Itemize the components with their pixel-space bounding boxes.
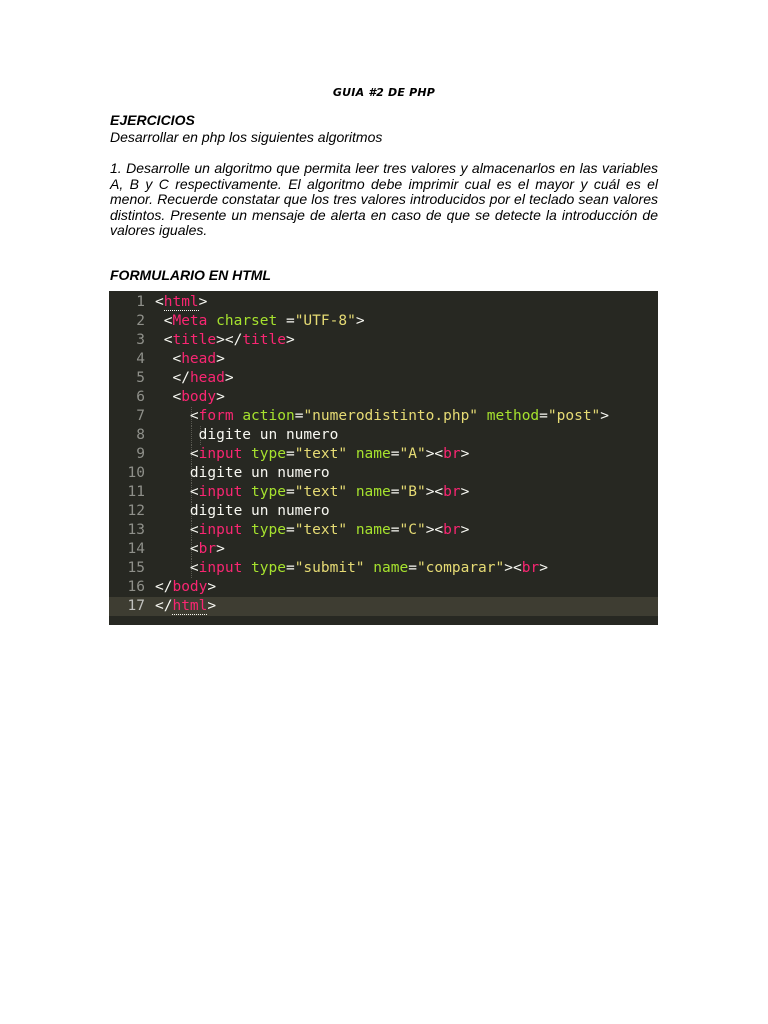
code-indent: [155, 389, 172, 405]
code-token-attr: name: [355, 446, 391, 462]
code-token-tag: Meta: [172, 313, 208, 329]
code-token-punc: <: [172, 389, 182, 405]
code-token-punc: ></: [216, 332, 243, 348]
code-token-tag: head: [189, 370, 225, 386]
line-number: 2: [136, 313, 145, 329]
code-indent: [155, 313, 164, 329]
code-text: [155, 407, 609, 426]
code-indent: [155, 465, 190, 481]
code-line: [109, 350, 658, 369]
code-line: [109, 464, 658, 483]
code-token-str: "UTF-8": [294, 313, 356, 329]
line-number: 4: [136, 351, 145, 367]
code-token-punc: ><: [504, 560, 522, 576]
code-token-attr: type: [251, 560, 286, 576]
code-token-punc: =: [390, 484, 400, 500]
code-text: [155, 388, 225, 407]
line-number: 1: [136, 294, 145, 310]
code-token-punc: ><: [425, 446, 444, 462]
code-line: [109, 407, 658, 426]
code-text: [155, 597, 216, 616]
code-token-punc: >: [460, 446, 470, 462]
code-token-text: [242, 560, 251, 576]
code-token-tag: input: [198, 560, 243, 576]
code-token-punc: =: [294, 408, 304, 424]
code-token-str: "B": [399, 484, 426, 500]
code-token-str: "text": [294, 484, 348, 500]
code-token-tag: title: [172, 332, 217, 348]
code-token-tag: html: [163, 294, 199, 310]
code-token-punc: <: [189, 541, 199, 557]
code-text: [155, 464, 330, 483]
code-token-text: =: [277, 313, 295, 329]
code-token-punc: =: [285, 484, 295, 500]
code-text: [155, 331, 295, 350]
line-number: 8: [136, 427, 145, 443]
code-line: [109, 293, 658, 312]
code-line: [109, 331, 658, 350]
code-token-attr: method: [486, 408, 540, 424]
code-line: [109, 388, 658, 407]
code-token-text: [347, 446, 356, 462]
code-token-text: [242, 446, 251, 462]
code-token-attr: action: [242, 408, 295, 424]
code-token-tag: br: [443, 446, 461, 462]
code-token-punc: >: [355, 313, 365, 329]
line-number: 9: [136, 446, 145, 462]
code-token-punc: >: [539, 560, 548, 576]
code-line: [109, 578, 658, 597]
code-token-punc: <: [155, 294, 164, 310]
line-number: 12: [127, 503, 145, 519]
code-token-punc: >: [600, 408, 610, 424]
code-token-tag: input: [198, 446, 243, 462]
line-number: 6: [136, 389, 145, 405]
code-token-punc: >: [460, 484, 470, 500]
code-text: [155, 502, 330, 521]
code-token-punc: </: [155, 598, 173, 614]
code-indent: [155, 503, 190, 519]
line-number: 3: [136, 332, 145, 348]
code-token-attr: name: [355, 484, 391, 500]
code-indent: [155, 446, 190, 462]
code-token-attr: type: [251, 484, 286, 500]
code-token-punc: >: [216, 389, 225, 405]
code-token-text: [347, 522, 356, 538]
code-token-text: digite un numero: [189, 465, 330, 481]
code-token-punc: >: [224, 370, 234, 386]
code-text: [155, 312, 365, 331]
code-token-attr: type: [251, 522, 286, 538]
document-body: [110, 112, 658, 284]
code-token-text: [242, 522, 251, 538]
code-line: [109, 426, 658, 445]
code-token-str: "text": [294, 446, 348, 462]
code-token-tag: input: [198, 522, 243, 538]
code-token-punc: >: [198, 294, 208, 310]
section-heading-formulario: FORMULARIO EN HTML: [110, 266, 271, 283]
section-subtitle: Desarrollar en php los siguientes algoritmos: [110, 129, 383, 145]
code-token-text: [347, 484, 356, 500]
code-text: [155, 559, 548, 578]
line-number: 11: [127, 484, 145, 500]
code-indent: [155, 541, 190, 557]
code-token-tag: body: [172, 579, 208, 595]
code-token-punc: =: [390, 446, 400, 462]
code-token-tag: form: [198, 408, 234, 424]
code-text: [155, 521, 469, 540]
code-token-text: [478, 408, 487, 424]
page-title: GUIA #2 DE PHP: [332, 86, 436, 99]
code-token-str: "comparar": [416, 560, 505, 576]
code-token-punc: >: [216, 541, 225, 557]
code-token-punc: <: [163, 332, 173, 348]
code-token-punc: =: [285, 560, 295, 576]
code-token-text: digite un numero: [198, 427, 339, 443]
code-token-tag: br: [521, 560, 540, 576]
code-token-punc: =: [390, 522, 400, 538]
code-token-str: "submit": [294, 560, 365, 576]
code-line: [109, 369, 658, 388]
code-token-attr: name: [373, 560, 409, 576]
code-token-punc: </: [172, 370, 190, 386]
code-line: [109, 312, 658, 331]
code-token-punc: >: [207, 598, 217, 614]
code-token-tag: input: [198, 484, 243, 500]
line-number: 14: [127, 541, 145, 557]
code-token-str: "numerodistinto.php": [303, 408, 479, 424]
line-number: 15: [127, 560, 145, 576]
line-number: 13: [127, 522, 145, 538]
code-token-punc: <: [189, 522, 199, 538]
code-token-punc: <: [163, 313, 173, 329]
code-token-punc: =: [285, 446, 295, 462]
code-text: [155, 483, 469, 502]
code-token-punc: <: [172, 351, 182, 367]
code-line: [109, 597, 658, 616]
code-screenshot: [109, 291, 658, 625]
code-indent: [155, 408, 190, 424]
code-token-punc: </: [155, 579, 173, 595]
code-line: [109, 521, 658, 540]
code-token-attr: name: [355, 522, 391, 538]
code-text: [155, 369, 234, 388]
code-token-punc: ><: [425, 484, 444, 500]
code-token-punc: >: [460, 522, 470, 538]
code-indent: [155, 484, 190, 500]
code-token-tag: body: [181, 389, 217, 405]
code-indent: [155, 427, 199, 443]
code-token-punc: >: [207, 579, 217, 595]
code-token-text: [234, 408, 243, 424]
code-text: [155, 578, 216, 597]
code-indent: [155, 522, 190, 538]
code-indent: [155, 370, 172, 386]
code-text: [155, 540, 225, 559]
code-token-punc: =: [285, 522, 295, 538]
code-token-text: [242, 484, 251, 500]
code-line: [109, 502, 658, 521]
code-text: [155, 445, 469, 464]
line-number: 17: [127, 598, 145, 614]
code-line: [109, 540, 658, 559]
code-token-punc: <: [189, 408, 199, 424]
line-number: 5: [136, 370, 145, 386]
code-text: [155, 350, 225, 369]
code-token-str: "A": [399, 446, 426, 462]
code-indent: [155, 351, 172, 367]
code-line: [109, 483, 658, 502]
code-token-tag: br: [198, 541, 217, 557]
code-indent: [155, 332, 164, 348]
code-token-attr: type: [251, 446, 286, 462]
code-text: [155, 426, 338, 445]
code-token-text: [207, 313, 216, 329]
code-token-tag: html: [172, 598, 208, 614]
section-heading-ejercicios: EJERCICIOS: [110, 112, 195, 128]
code-token-tag: br: [443, 484, 461, 500]
code-token-punc: =: [408, 560, 417, 576]
code-line: [109, 445, 658, 464]
code-token-punc: ><: [425, 522, 444, 538]
code-token-punc: <: [189, 484, 199, 500]
line-number: 7: [136, 408, 145, 424]
code-token-tag: br: [443, 522, 461, 538]
code-token-attr: charset: [216, 313, 278, 329]
code-token-str: "post": [547, 408, 601, 424]
line-number: 16: [127, 579, 145, 595]
code-text: [155, 293, 207, 312]
code-line: [109, 559, 658, 578]
code-token-punc: >: [285, 332, 295, 348]
code-token-punc: <: [189, 560, 199, 576]
code-token-text: digite un numero: [189, 503, 330, 519]
line-number: 10: [127, 465, 145, 481]
code-token-text: [365, 560, 374, 576]
code-indent: [155, 560, 190, 576]
code-token-str: "text": [294, 522, 348, 538]
code-token-punc: >: [216, 351, 225, 367]
code-token-tag: head: [181, 351, 217, 367]
code-token-str: "C": [399, 522, 426, 538]
exercise-1-text: 1. Desarrolle un algoritmo que permita leer tres valores y almacenarlos en las variables A, B y C respectivamente. El algoritmo debe imprimir cual es el mayor y cuál es el menor. Recuerde constatar que los tres valores introducidos por el teclado sean valores distintos. Presente un mensaje de alerta en caso de que se detecte la introducción de valores iguales.: [110, 160, 658, 238]
code-token-tag: title: [242, 332, 286, 348]
code-token-punc: =: [539, 408, 548, 424]
code-token-punc: <: [189, 446, 199, 462]
